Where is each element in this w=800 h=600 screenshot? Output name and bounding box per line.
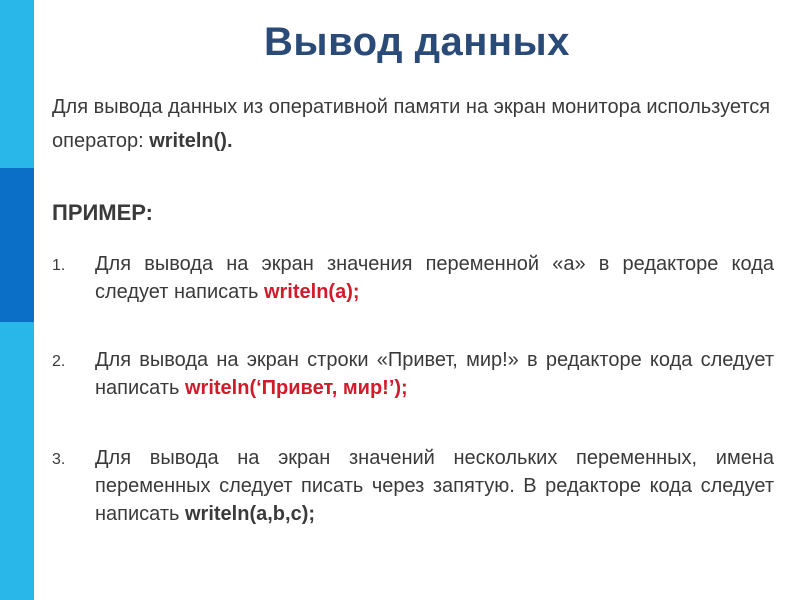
slide-title: Вывод данных xyxy=(264,20,570,64)
sidebar-accent-middle xyxy=(0,168,34,322)
list-item xyxy=(52,250,774,306)
list-item-number: 3. xyxy=(52,451,66,468)
list-item-description: Для вывода на экран строки «Привет, мир!» в редакторе кода следует написать xyxy=(95,349,774,399)
sidebar-accent-bottom xyxy=(0,322,34,600)
list-item-text xyxy=(95,444,774,528)
sidebar-accent-top xyxy=(0,0,34,168)
list-item-description: Для вывода на экран значений нескольких переменных, имена переменных следует писать через запятую. В редакторе кода следует написать xyxy=(95,447,774,525)
list-item-text xyxy=(95,346,774,402)
list-item-code: writeln(a,b,c); xyxy=(185,503,316,525)
list-item-text xyxy=(95,250,774,306)
intro-text: Для вывода данных из оперативной памяти на экран монитора используется оператор: xyxy=(52,96,771,152)
list-item xyxy=(52,444,774,528)
list-item-code: writeln(a); xyxy=(263,281,360,303)
list-item-code: writeln(‘Привет, мир!’); xyxy=(185,377,408,399)
intro-operator: writeln(). xyxy=(149,130,233,152)
list-item-description: Для вывода на экран значения переменной «а» в редакторе кода следует написать xyxy=(95,253,774,303)
intro-paragraph xyxy=(52,90,782,158)
list-item xyxy=(52,346,774,402)
list-item-number: 1. xyxy=(52,257,66,274)
example-heading: ПРИМЕР: xyxy=(52,200,154,225)
list-item-number: 2. xyxy=(52,353,66,370)
